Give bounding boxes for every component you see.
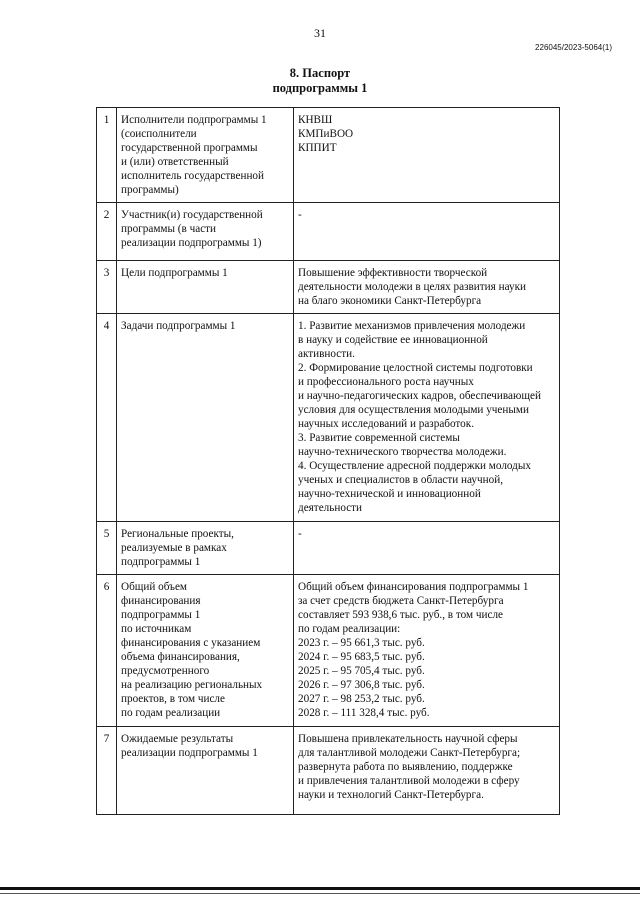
passport-row <box>97 522 560 575</box>
row-value-line: составляет 593 938,6 тыс. руб., в том числе <box>298 609 504 621</box>
row-label <box>117 522 294 575</box>
row-value-line: научно-технического творчества молодежи. <box>298 446 507 458</box>
row-value-line: в науку и содействие ее инновационной <box>298 334 488 346</box>
row-value <box>294 261 560 314</box>
document-id: 226045/2023-5064(1) <box>535 43 612 52</box>
row-value-line: деятельности <box>298 502 363 514</box>
row-value-line: и привлечения талантливой молодежи в сферу <box>298 775 520 787</box>
row-label-line: реализации подпрограммы 1 <box>121 747 258 759</box>
row-value-line: Повышение эффективности творческой <box>298 267 488 279</box>
row-label-line: реализуемые в рамках <box>121 542 227 554</box>
row-value-line: активности. <box>298 348 355 360</box>
row-label-line: предусмотренного <box>121 665 210 677</box>
row-value-line: 2026 г. – 97 306,8 тыс. руб. <box>298 679 425 691</box>
row-label-line: (соисполнители <box>121 128 197 140</box>
row-number: 3 <box>97 261 117 314</box>
row-value-line: КППИТ <box>298 142 337 154</box>
row-value-line: КНВШ <box>298 114 333 126</box>
row-label-line: программы) <box>121 184 179 196</box>
row-label-line: подпрограммы 1 <box>121 609 201 621</box>
row-label-line: государственной программы <box>121 142 258 154</box>
row-label <box>117 203 294 261</box>
row-value-line: развернута работа по выявлению, поддержке <box>298 761 513 773</box>
row-number: 7 <box>97 727 117 815</box>
row-value <box>294 203 560 261</box>
row-value <box>294 108 560 203</box>
row-label <box>117 727 294 815</box>
row-value-line: - <box>298 209 302 221</box>
title-line-1: 8. Паспорт <box>289 66 351 80</box>
row-label-line: проектов, в том числе <box>121 693 225 705</box>
passport-row <box>97 314 560 522</box>
row-value-line: 2028 г. – 111 328,4 тыс. руб. <box>298 707 430 719</box>
row-number: 6 <box>97 575 117 727</box>
row-label-line: Общий объем <box>121 581 187 593</box>
bottom-border <box>0 887 640 890</box>
row-number: 2 <box>97 203 117 261</box>
row-label-line: подпрограммы 1 <box>121 556 201 568</box>
row-value <box>294 314 560 522</box>
passport-table-body <box>97 108 560 815</box>
row-label-line: Ожидаемые результаты <box>121 733 234 745</box>
row-number: 1 <box>97 108 117 203</box>
row-label-line: Задачи подпрограммы 1 <box>121 320 236 332</box>
row-label <box>117 108 294 203</box>
row-label-line: по источникам <box>121 623 192 635</box>
row-label <box>117 261 294 314</box>
row-value-line: 2. Формирование целостной системы подготовки <box>298 362 533 374</box>
row-value-line: по годам реализации: <box>298 623 401 635</box>
row-value-line: Общий объем финансирования подпрограммы 1 <box>298 581 529 593</box>
passport-table <box>96 107 560 815</box>
row-value-line: и научно-педагогических кадров, обеспечивающей <box>298 390 541 402</box>
row-label-line: финансирования с указанием <box>121 637 261 649</box>
row-label <box>117 314 294 522</box>
row-value-line: условия для осуществления молодыми учеными <box>298 404 529 416</box>
passport-row <box>97 727 560 815</box>
title-line-2: подпрограммы 1 <box>272 81 368 95</box>
row-value <box>294 727 560 815</box>
bottom-border-thin <box>0 893 640 894</box>
row-value-line: 2025 г. – 95 705,4 тыс. руб. <box>298 665 425 677</box>
row-label-line: Цели подпрограммы 1 <box>121 267 228 279</box>
row-value-line: 1. Развитие механизмов привлечения молодежи <box>298 320 526 332</box>
page-number: 31 <box>314 26 326 40</box>
row-label-line: программы (в части <box>121 223 217 235</box>
row-label-line: объема финансирования, <box>121 651 240 663</box>
row-label-line: и (или) ответственный <box>121 156 229 168</box>
row-value-line: за счет средств бюджета Санкт-Петербурга <box>298 595 504 607</box>
row-value <box>294 522 560 575</box>
row-value-line: КМПиВОО <box>298 128 354 140</box>
row-label-line: реализации подпрограммы 1) <box>121 237 262 249</box>
section-title <box>0 66 640 96</box>
row-label-line: Участник(и) государственной <box>121 209 263 221</box>
row-value <box>294 575 560 727</box>
row-label-line: по годам реализации <box>121 707 221 719</box>
row-value-line: деятельности молодежи в целях развития науки <box>298 281 527 293</box>
row-value-line: и профессионального роста научных <box>298 376 474 388</box>
row-value-line: Повышена привлекательность научной сферы <box>298 733 518 745</box>
row-label-line: Исполнители подпрограммы 1 <box>121 114 267 126</box>
row-value-line: на благо экономики Санкт-Петербурга <box>298 295 482 307</box>
row-label-line: исполнитель государственной <box>121 170 265 182</box>
row-value-line: для талантливой молодежи Санкт-Петербурга; <box>298 747 521 759</box>
row-value-line: 3. Развитие современной системы <box>298 432 460 444</box>
row-value-line: - <box>298 528 302 540</box>
row-number: 5 <box>97 522 117 575</box>
row-label-line: на реализацию региональных <box>121 679 263 691</box>
row-value-line: ученых и специалистов в области научной, <box>298 474 504 486</box>
passport-row <box>97 108 560 203</box>
row-value-line: 2023 г. – 95 661,3 тыс. руб. <box>298 637 425 649</box>
row-value-line: 2024 г. – 95 683,5 тыс. руб. <box>298 651 425 663</box>
row-number: 4 <box>97 314 117 522</box>
row-value-line: науки и технологий Санкт-Петербурга. <box>298 789 484 801</box>
row-value-line: 2027 г. – 98 253,2 тыс. руб. <box>298 693 425 705</box>
row-value-line: 4. Осуществление адресной поддержки молодых <box>298 460 531 472</box>
passport-row <box>97 261 560 314</box>
row-label-line: финансирования <box>121 595 201 607</box>
passport-row <box>97 203 560 261</box>
row-value-line: научно-технической и инновационной <box>298 488 481 500</box>
row-label <box>117 575 294 727</box>
row-value-line: научных исследований и разработок. <box>298 418 474 430</box>
passport-row <box>97 575 560 727</box>
row-label-line: Региональные проекты, <box>121 528 234 540</box>
